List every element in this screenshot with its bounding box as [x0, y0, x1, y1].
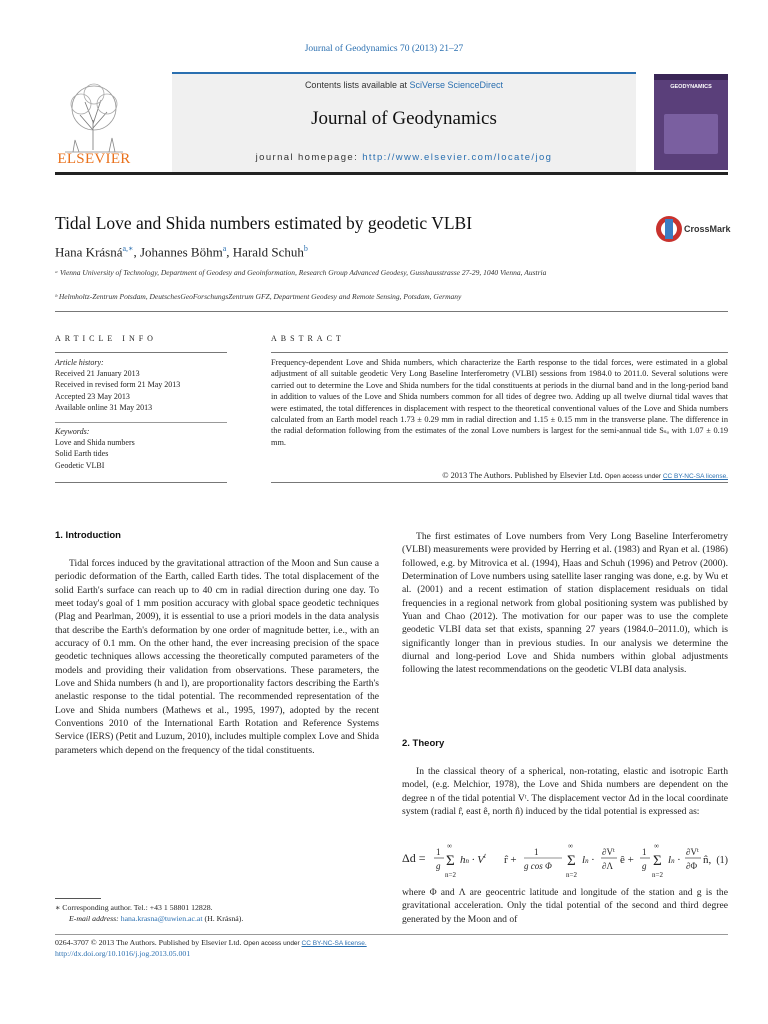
svg-text:Δd =: Δd =	[402, 851, 426, 865]
homepage-prefix: journal homepage:	[255, 152, 363, 163]
affiliation-rule	[55, 311, 728, 312]
author-list: Hana Krásná$^{a,∗}$, Johannes Böhm$^a$, Harald Schuh$^b$	[55, 244, 308, 260]
history-item: Accepted 23 May 2013	[55, 391, 130, 401]
svg-text:∞: ∞	[654, 842, 659, 850]
email-suffix: (H. Krásná).	[202, 914, 244, 924]
journal-cover-image[interactable]	[654, 74, 728, 170]
crossmark-label[interactable]: CrossMark	[684, 224, 731, 234]
header-thick-rule	[55, 172, 728, 175]
svg-text:n̂,: n̂,	[703, 854, 712, 866]
abstract-heading: ABSTRACT	[271, 334, 345, 343]
svg-text:∞: ∞	[447, 842, 452, 850]
corresponding-author-footnote	[55, 902, 379, 924]
keywords-label: Keywords:	[55, 427, 90, 436]
history-label: Article history:	[55, 358, 104, 367]
issn-line	[55, 938, 367, 947]
license-link[interactable]: CC BY-NC-SA license.	[662, 473, 728, 480]
introduction-paragraph: Tidal forces induced by the gravitational attraction of the Moon and Sun cause a periodic deformation of the Earth, called Earth tides. The total displacement of the solid Earth's surface can reach up to 40 cm in radial direction during one day. To meet today's goal of 1 mm position accuracy with global space geodetic techniques (Plag and Pearlman, 2009), it is essential to use a priori models in the data analysis that describe the Earth's deformation by one order of magnitude better, i.e., with an accuracy of 0.1 mm. On the other hand, the ever increasing precision of the space geodetic techniques allows accessing the theoretically computed parameters of the models and providing their validation from observations. These parameters, the Love and Shida numbers (h and l), are proportionality factors describing the Earth's anelastic response to the tidal potential. The recommended representation of the Love and Shida numbers (Mathews et al., 1995, 1997), adopted by the recent Conventions 2010 of the International Earth Rotation and Reference Systems Service (IERS) (Petit and Luzum, 2010), includes multiple complex Love and Shida parameters which depend on the frequency of the tidal constituents.	[55, 558, 379, 756]
doi-link[interactable]: http://dx.doi.org/10.1016/j.jog.2013.05.001	[55, 949, 191, 958]
article-history	[55, 357, 227, 413]
license-link[interactable]: CC BY-NC-SA license.	[301, 940, 367, 947]
svg-text:1: 1	[642, 847, 647, 857]
svg-text:n=2: n=2	[445, 871, 456, 879]
abstract-copyright	[271, 471, 728, 480]
svg-text:g: g	[642, 861, 647, 871]
paper-title: Tidal Love and Shida numbers estimated by geodetic VLBI	[55, 213, 473, 233]
introduction-heading: 1. Introduction	[55, 530, 121, 541]
sciencedirect-link[interactable]: SciVerse ScienceDirect	[409, 80, 504, 90]
theory-paragraph-continued: where Φ and Λ are geocentric latitude and longitude of the station and g is the gravitational acceleration. Only the tidal potential of the second and third degree generated by the Moon and of	[402, 887, 728, 925]
article-info-rule	[55, 352, 227, 353]
svg-text:g cos Φ: g cos Φ	[524, 861, 552, 871]
keyword-item: Geodetic VLBI	[55, 460, 105, 470]
svg-text:∂Vt: $\partial V^t$	[602, 847, 615, 857]
theory-heading: 2. Theory	[402, 738, 445, 749]
contents-prefix: Contents lists available at	[304, 80, 410, 90]
svg-text:∞: ∞	[568, 842, 573, 850]
article-info-heading: ARTICLE INFO	[55, 334, 157, 343]
email-line	[55, 913, 379, 924]
abstract-rule	[271, 352, 728, 353]
author-affiliation-mark[interactable]: a	[222, 244, 227, 253]
email-label: E-mail address:	[69, 914, 121, 924]
svg-text:∂Φ: ∂Φ	[686, 861, 698, 871]
svg-text:1: 1	[534, 847, 539, 857]
author-name: Johannes Böhm	[140, 244, 223, 260]
footnote-rule	[55, 898, 101, 899]
svg-text:Σ: Σ	[446, 853, 455, 869]
elsevier-wordmark: ELSEVIER	[57, 151, 131, 167]
introduction-paragraph-2: The first estimates of Love numbers from Very Long Baseline Interferometry (VLBI) measurements were provided by Herring et al. (1983) and Ryan et al. (1986) followed, e.g. by Mitrovica et al. (1994), Haas and Schuh (1996) and Petrov (2000). Determination of Love numbers using satellite laser ranging was done, e.g. by Wu et al. (2001) and a recent estimation of station displacement residuals on tidal frequencies in a regional network from global positioning system was published by Yuan and Chao (2012). The motivation for our paper was to use the complete geodetic VLBI data set that exists, spanning 27 years (1984.0–2011.0), which is significantly longer than in previous studies. In our analysis we determine the diurnal and long-period Love and Shida numbers within global adjustments following the latest recommendations on the geodetic VLBI data analysis.	[402, 531, 728, 676]
svg-text:g: g	[436, 861, 441, 871]
svg-text:r̂ +: r̂ +	[504, 854, 517, 866]
author-affiliation-mark[interactable]: a,∗	[122, 244, 134, 253]
homepage-link[interactable]: http://www.elsevier.com/locate/jog	[362, 152, 553, 163]
open-access-text: Open access under	[604, 473, 663, 480]
equation-number: (1)	[716, 855, 728, 866]
cover-title: GEODYNAMICS	[670, 84, 712, 90]
author-name: Harald Schuh	[232, 244, 304, 260]
svg-text:n=2: n=2	[652, 871, 663, 879]
svg-text:ê +: ê +	[620, 854, 634, 866]
contents-line	[172, 80, 636, 90]
svg-text:Σ: Σ	[653, 853, 662, 869]
history-item: Received in revised form 21 May 2013	[55, 380, 181, 390]
keywords-rule	[55, 482, 227, 483]
equation-1	[402, 840, 728, 880]
cover-band	[654, 74, 728, 80]
svg-text:1: 1	[436, 847, 441, 857]
issn-text: 0264-3707 © 2013 The Authors. Published by Elsevier Ltd.	[55, 938, 244, 947]
svg-text:ln ·: ln ·	[668, 854, 681, 866]
abstract-bottom-rule	[271, 482, 728, 483]
journal-reference-link[interactable]: Journal of Geodynamics 70 (2013) 21–27	[304, 44, 464, 54]
keyword-item: Solid Earth tides	[55, 449, 109, 459]
svg-text:hn · Vt: hn · $V^t$	[460, 852, 486, 866]
homepage-line	[172, 152, 636, 163]
theory-paragraph: In the classical theory of a spherical, non-rotating, elastic and isotropic Earth model, (e.g. Melchior, 1978), the Love and Shida numbers are dependent on the degree n of the tidal potential Vᵗ. The displacement vector Δd in the local coordinate system (radial r̂, east ê, north n̂) induced by the tidal potential is expressed as:	[402, 766, 728, 818]
email-link[interactable]: hana.krasna@tuwien.ac.at	[120, 914, 203, 924]
author-name: Hana Krásná	[55, 244, 123, 260]
svg-text:Σ: Σ	[567, 853, 576, 869]
affiliation-a: ᵃ Vienna University of Technology, Department of Geodesy and Geoinformation, Research Group Advanced Geodesy, Gusshausstrasse 27-29, 1040 Vienna, Austria	[55, 268, 547, 277]
footer-rule	[55, 934, 728, 935]
history-rule	[55, 422, 227, 423]
history-item: Received 21 January 2013	[55, 369, 140, 379]
svg-text:n=2: n=2	[566, 871, 577, 879]
svg-text:∂Vt: $\partial V^t$	[686, 847, 699, 857]
author-affiliation-mark[interactable]: b	[303, 244, 308, 253]
cover-artwork	[664, 114, 718, 154]
svg-text:∂Λ: ∂Λ	[602, 861, 613, 871]
keyword-item: Love and Shida numbers	[55, 438, 135, 448]
corresponding-author: ∗ Corresponding author. Tel.: +43 1 58801 12828.	[55, 903, 213, 912]
keywords	[55, 426, 227, 471]
affiliation-b: ᵇ Helmholtz-Zentrum Potsdam, DeutschesGeoForschungsZentrum GFZ, Department Geodesy and Remote Sensing, Potsdam, Germany	[55, 292, 462, 301]
copyright-text: © 2013 The Authors. Published by Elsevier Ltd.	[442, 471, 605, 480]
history-item: Available online 31 May 2013	[55, 402, 153, 412]
abstract-text: Frequency-dependent Love and Shida numbers, which characterize the Earth response to the tidal forces, were estimated in a global adjustment of all suitable geodetic Very Long Baseline Interferometry (VLBI) sessions from 1984.0 to 2011.0. Several solutions were carried out to determine the Love and Shida numbers for the tidal constituents at periods in the diurnal band and in the long-period band in addition to values of the Love and Shida numbers common for all tides of degree two. Adding up all twelve diurnal tidal waves that were estimated, the total differences in displacement with respect to the theoretical conventional values of the Love and Shida numbers calculated from an Earth model reach 1.73 ± 0.29 mm in radial direction and 1.15 ± 0.15 mm in the transverse plane. The difference in the radial deformation following from the estimates of the zonal Love numbers is largest for the semi-annual tide Sₛₐ with 1.07 ± 0.19 mm.	[271, 358, 728, 447]
journal-title: Journal of Geodynamics	[311, 108, 497, 129]
open-access-text: Open access under	[243, 940, 302, 947]
svg-text:ln ·: ln ·	[582, 854, 595, 866]
